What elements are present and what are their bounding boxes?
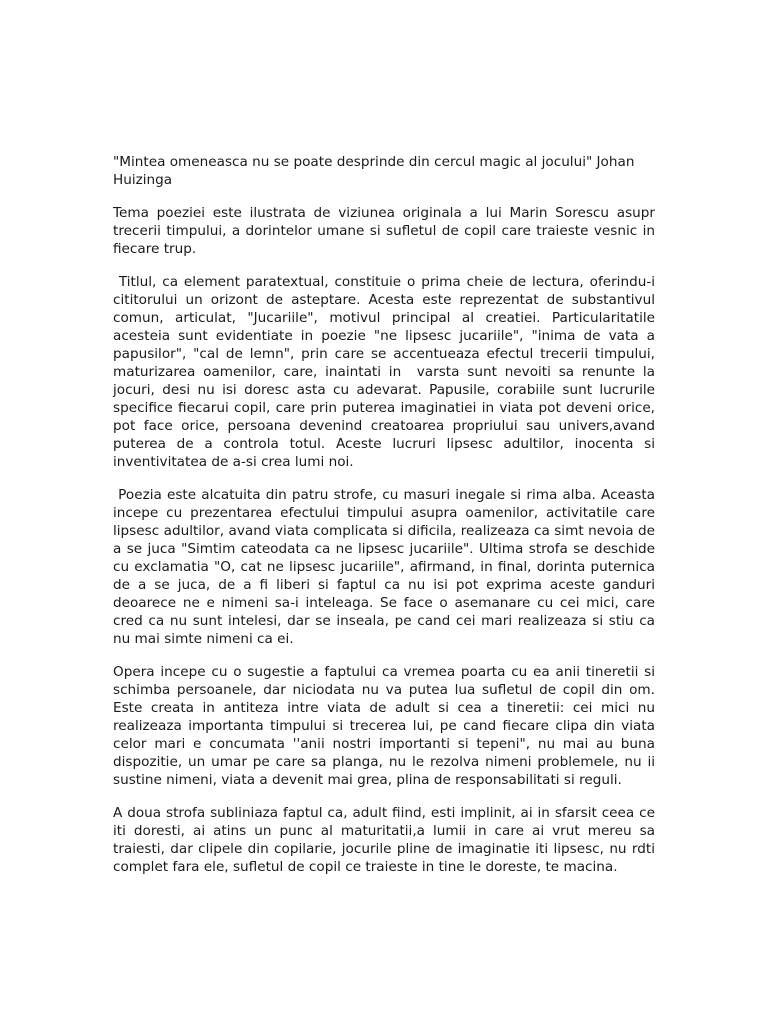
epigraph-paragraph: "Mintea omeneasca nu se poate desprinde din cercul magic al jocului" Johan Huizinga xyxy=(113,154,639,188)
document-page xyxy=(113,153,660,891)
theme-paragraph: Tema poeziei este ilustrata de viziunea originala a lui Marin Sorescu asupr trecerii timpului, a dorintelor umane si sufletul de copil care traieste vesnic in fiecare trup. xyxy=(113,205,660,257)
opening-analysis-paragraph: Opera incepe cu o sugestie a faptului ca vremea poarta cu ea anii tineretii si schimba persoanele, dar niciodata nu va putea lua sufletul de copil din om. Este creata in antiteza intre viata de adult si cea a tineretii: cei mici nu realizeaza importanta timpului si trecerea lui, pe cand fiecare clipa din viata celor mari e concumata ''anii nostri importanti si tepeni", nu mai au buna dispozitie, un umar pe care sa planga, nu le rezolva nimeni problemele, nu ii sustine nimeni, viata a devenit mai grea, plina de responsabilitati si reguli. xyxy=(113,664,660,788)
title-analysis-paragraph: Titlul, ca element paratextual, constituie o prima cheie de lectura, oferindu-i cititorului un orizont de asteptare. Acesta este reprezentat de substantivul comun, articulat, "Jucariile", motivul principal al creatiei. Particularitatile acesteia sunt evidentiate in poezie "ne lipsesc jucariile", "inima de vata a papusilor", "cal de lemn", prin care se accentueaza efectul trecerii timpului, maturizarea oamenilor, care, inaintati in varsta sunt nevoiti sa renunte la jocuri, desi nu isi doresc asta cu adevarat. Papusile, corabiile sunt lucrurile specifice fiecarui copil, care prin puterea imaginatiei in viata pot deveni orice, pot face orice, persoana devenind creatoarea propriului sau univers,avand puterea de a controla totul. Aceste lucruri lipsesc adultilor, inocenta si inventivitatea de a-si crea lumi noi. xyxy=(113,274,660,470)
second-stanza-paragraph: A doua strofa subliniaza faptul ca, adult fiind, esti implinit, ai in sfarsit ceea ce iti doresti, ai atins un punc al maturitatii,a lumii in care ai vrut mereu sa traiesti, dar clipele din copilarie, jocurile pline de imaginatie iti lipsesc, nu rdti complet fara ele, sufletul de copil ce traieste in tine le doreste, te macina. xyxy=(113,805,660,875)
structure-paragraph: Poezia este alcatuita din patru strofe, cu masuri inegale si rima alba. Aceasta incepe cu prezentarea efectului timpului asupra oamenilor, activitatile care lipsesc adultilor, avand viata complicata si dificila, realizeaza ca simt nevoia de a se juca "Simtim cateodata ca ne lipsesc jucariile". Ultima strofa se deschide cu exclamatia "O, cat ne lipsesc jucariile", afirmand, in final, dorinta puternica de a se juca, de a fi liberi si faptul ca nu isi pot exprima aceste ganduri deoarece ne e nimeni sa-i inteleaga. Se face o asemanare cu cei mici, care cred ca nu sunt intelesi, dar se inseala, pe cand cei mari realizeaza si stiu ca nu mai simte nimeni ca ei. xyxy=(113,487,660,647)
